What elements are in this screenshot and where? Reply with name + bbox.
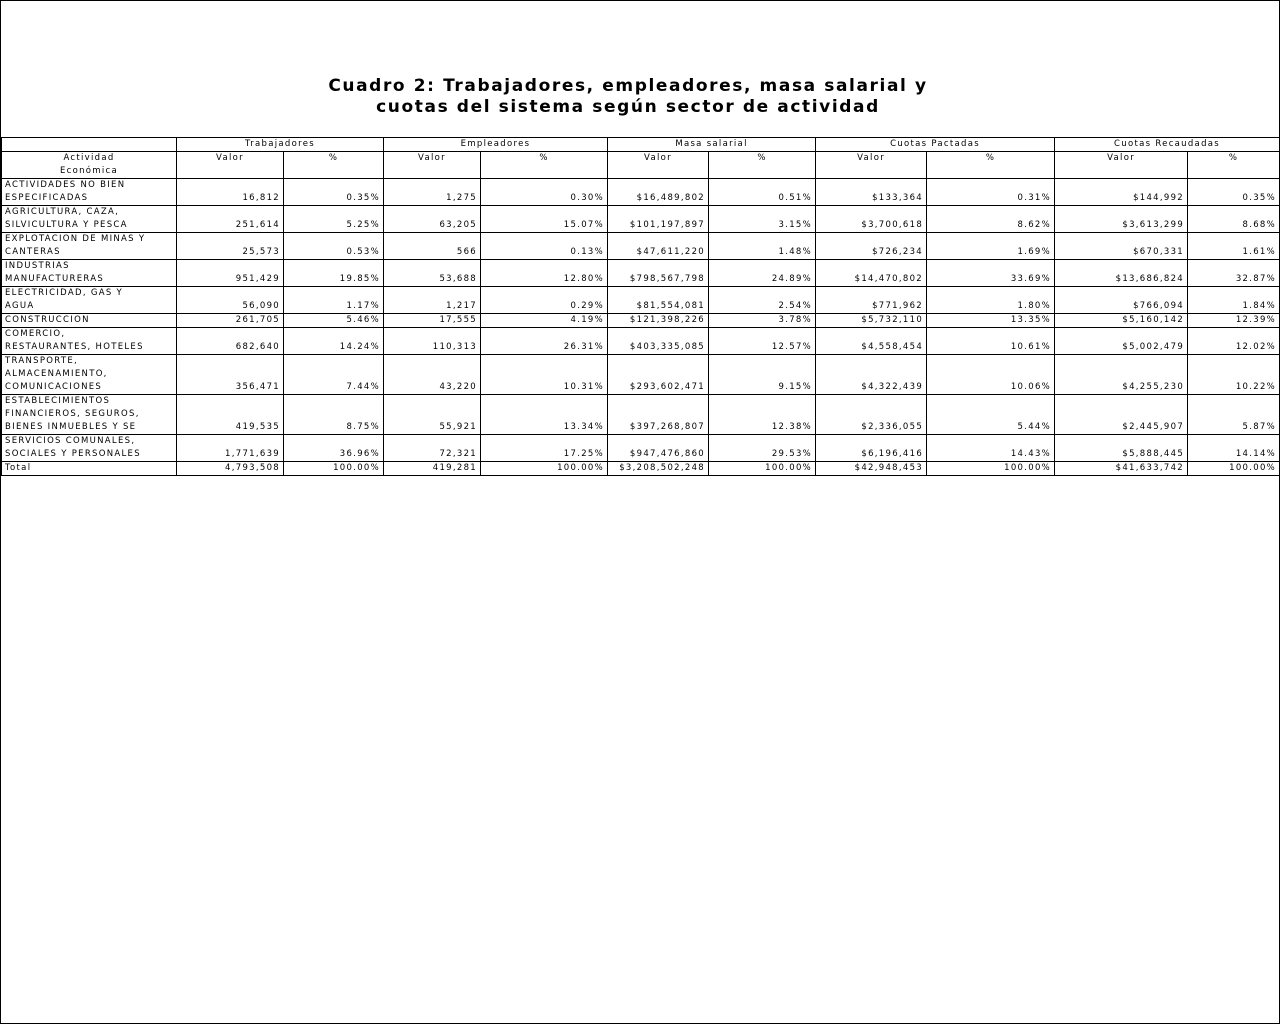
- activity-label-cell: [2, 355, 177, 395]
- value-cell: $2,336,055: [816, 395, 927, 435]
- percent-cell: 12.02%: [1188, 328, 1280, 355]
- percent-cell: 10.22%: [1188, 355, 1280, 395]
- value-cell: 951,429: [177, 260, 284, 287]
- percent-cell: 12.38%: [709, 395, 816, 435]
- percent-cell: 13.34%: [481, 395, 608, 435]
- activity-label-line: MANUFACTURERAS: [5, 274, 105, 284]
- activity-label-line: ALMACENAMIENTO,: [5, 369, 108, 379]
- value-cell: 17,555: [384, 314, 481, 328]
- activity-label-cell: [2, 435, 177, 462]
- title-line-1: Cuadro 2: Trabajadores, empleadores, masa salarial y: [328, 76, 928, 96]
- total-row: [2, 462, 1280, 476]
- value-cell: $4,255,230: [1055, 355, 1188, 395]
- percent-cell: 1.61%: [1188, 233, 1280, 260]
- percent-cell: 5.25%: [284, 206, 384, 233]
- value-cell: 4,793,508: [177, 462, 284, 476]
- value-cell: $14,470,802: [816, 260, 927, 287]
- group-header-cuotas-recaudadas: Cuotas Recaudadas: [1055, 138, 1280, 152]
- percent-cell: 14.43%: [927, 435, 1055, 462]
- activity-label-cell: [2, 233, 177, 260]
- value-cell: $2,445,907: [1055, 395, 1188, 435]
- data-table: [1, 137, 1280, 476]
- percent-cell: 2.54%: [709, 287, 816, 314]
- table-row: [2, 395, 1280, 435]
- activity-label-line: AGRICULTURA, CAZA,: [5, 207, 120, 217]
- value-cell: $41,633,742: [1055, 462, 1188, 476]
- percent-cell: 0.30%: [481, 179, 608, 206]
- table-row: [2, 435, 1280, 462]
- activity-label-cell: [2, 260, 177, 287]
- activity-label-line: CONSTRUCCION: [5, 315, 90, 325]
- percent-cell: 12.80%: [481, 260, 608, 287]
- percent-cell: 0.35%: [284, 179, 384, 206]
- activity-label-line: BIENES INMUEBLES Y SE: [5, 422, 137, 432]
- table-row: [2, 355, 1280, 395]
- table-row: [2, 233, 1280, 260]
- value-cell: 419,535: [177, 395, 284, 435]
- activity-label-line: CANTERAS: [5, 247, 61, 257]
- value-cell: $670,331: [1055, 233, 1188, 260]
- blank-header-cell: [2, 138, 177, 152]
- percent-cell: 8.62%: [927, 206, 1055, 233]
- value-cell: $101,197,897: [608, 206, 709, 233]
- percent-cell: 4.19%: [481, 314, 608, 328]
- activity-label-line: ELECTRICIDAD, GAS Y: [5, 288, 124, 298]
- percent-cell: 1.48%: [709, 233, 816, 260]
- value-cell: $13,686,824: [1055, 260, 1188, 287]
- subheader-valor: Valor: [608, 152, 709, 179]
- percent-cell: 5.46%: [284, 314, 384, 328]
- subheader-percent: %: [1188, 152, 1280, 179]
- activity-label-cell: [2, 179, 177, 206]
- percent-cell: 5.44%: [927, 395, 1055, 435]
- percent-cell: 10.06%: [927, 355, 1055, 395]
- value-cell: 1,275: [384, 179, 481, 206]
- activity-label-line: RESTAURANTES, HOTELES: [5, 342, 144, 352]
- percent-cell: 0.51%: [709, 179, 816, 206]
- value-cell: 25,573: [177, 233, 284, 260]
- value-cell: 72,321: [384, 435, 481, 462]
- percent-cell: 1.17%: [284, 287, 384, 314]
- activity-label-line: SERVICIOS COMUNALES,: [5, 436, 136, 446]
- percent-cell: 0.29%: [481, 287, 608, 314]
- value-cell: $5,160,142: [1055, 314, 1188, 328]
- percent-cell: 100.00%: [481, 462, 608, 476]
- value-cell: $726,234: [816, 233, 927, 260]
- percent-cell: 0.13%: [481, 233, 608, 260]
- percent-cell: 0.31%: [927, 179, 1055, 206]
- group-header-trabajadores: Trabajadores: [177, 138, 384, 152]
- value-cell: $81,554,081: [608, 287, 709, 314]
- table-row: [2, 328, 1280, 355]
- row-header-line-1: Actividad: [63, 153, 115, 163]
- percent-cell: 33.69%: [927, 260, 1055, 287]
- table-row: [2, 287, 1280, 314]
- percent-cell: 1.84%: [1188, 287, 1280, 314]
- activity-label-cell: [2, 395, 177, 435]
- value-cell: $798,567,798: [608, 260, 709, 287]
- percent-cell: 17.25%: [481, 435, 608, 462]
- value-cell: $6,196,416: [816, 435, 927, 462]
- percent-cell: 100.00%: [284, 462, 384, 476]
- percent-cell: 10.61%: [927, 328, 1055, 355]
- percent-cell: 7.44%: [284, 355, 384, 395]
- group-header-empleadores: Empleadores: [384, 138, 608, 152]
- percent-cell: 100.00%: [927, 462, 1055, 476]
- value-cell: 110,313: [384, 328, 481, 355]
- value-cell: 261,705: [177, 314, 284, 328]
- value-cell: 53,688: [384, 260, 481, 287]
- subheader-valor: Valor: [816, 152, 927, 179]
- value-cell: 43,220: [384, 355, 481, 395]
- activity-label-cell: [2, 287, 177, 314]
- row-header-actividad: [2, 152, 177, 179]
- title-line-2: cuotas del sistema según sector de actividad: [376, 97, 880, 117]
- percent-cell: 100.00%: [1188, 462, 1280, 476]
- percent-cell: 36.96%: [284, 435, 384, 462]
- percent-cell: 8.75%: [284, 395, 384, 435]
- value-cell: $397,268,807: [608, 395, 709, 435]
- activity-label-line: COMUNICACIONES: [5, 382, 103, 392]
- subheader-percent: %: [709, 152, 816, 179]
- activity-label-line: ACTIVIDADES NO BIEN: [5, 180, 126, 190]
- subheader-percent: %: [284, 152, 384, 179]
- value-cell: $293,602,471: [608, 355, 709, 395]
- value-cell: 55,921: [384, 395, 481, 435]
- value-cell: $42,948,453: [816, 462, 927, 476]
- activity-label-line: AGUA: [5, 301, 35, 311]
- percent-cell: 26.31%: [481, 328, 608, 355]
- percent-cell: 8.68%: [1188, 206, 1280, 233]
- percent-cell: 1.80%: [927, 287, 1055, 314]
- percent-cell: 12.39%: [1188, 314, 1280, 328]
- value-cell: $947,476,860: [608, 435, 709, 462]
- activity-label-cell: [2, 206, 177, 233]
- percent-cell: 29.53%: [709, 435, 816, 462]
- percent-cell: 32.87%: [1188, 260, 1280, 287]
- percent-cell: 24.89%: [709, 260, 816, 287]
- value-cell: $771,962: [816, 287, 927, 314]
- activity-label-cell: [2, 462, 177, 476]
- value-cell: 63,205: [384, 206, 481, 233]
- value-cell: 682,640: [177, 328, 284, 355]
- percent-cell: 100.00%: [709, 462, 816, 476]
- percent-cell: 3.15%: [709, 206, 816, 233]
- group-header-masa-salarial: Masa salarial: [608, 138, 816, 152]
- percent-cell: 9.15%: [709, 355, 816, 395]
- group-header-cuotas-pactadas: Cuotas Pactadas: [816, 138, 1055, 152]
- percent-cell: 19.85%: [284, 260, 384, 287]
- percent-cell: 0.35%: [1188, 179, 1280, 206]
- percent-cell: 12.57%: [709, 328, 816, 355]
- subheader-percent: %: [927, 152, 1055, 179]
- value-cell: $3,700,618: [816, 206, 927, 233]
- value-cell: $3,208,502,248: [608, 462, 709, 476]
- group-header-row: [2, 138, 1280, 152]
- value-cell: $766,094: [1055, 287, 1188, 314]
- value-cell: 251,614: [177, 206, 284, 233]
- value-cell: $4,558,454: [816, 328, 927, 355]
- activity-label-cell: [2, 314, 177, 328]
- activity-label-line: Total: [5, 463, 32, 473]
- value-cell: $144,992: [1055, 179, 1188, 206]
- subheader-valor: Valor: [1055, 152, 1188, 179]
- value-cell: 1,771,639: [177, 435, 284, 462]
- percent-cell: 10.31%: [481, 355, 608, 395]
- value-cell: $403,335,085: [608, 328, 709, 355]
- percent-cell: 5.87%: [1188, 395, 1280, 435]
- percent-cell: 15.07%: [481, 206, 608, 233]
- activity-label-cell: [2, 328, 177, 355]
- subheader-percent: %: [481, 152, 608, 179]
- value-cell: 356,471: [177, 355, 284, 395]
- activity-label-line: ESTABLECIMIENTOS: [5, 396, 111, 406]
- value-cell: $121,398,226: [608, 314, 709, 328]
- percent-cell: 13.35%: [927, 314, 1055, 328]
- table-row: [2, 206, 1280, 233]
- subheader-valor: Valor: [177, 152, 284, 179]
- value-cell: $5,888,445: [1055, 435, 1188, 462]
- percent-cell: 14.24%: [284, 328, 384, 355]
- activity-label-line: EXPLOTACION DE MINAS Y: [5, 234, 146, 244]
- sub-header-row: [2, 152, 1280, 179]
- value-cell: 56,090: [177, 287, 284, 314]
- activity-label-line: INDUSTRIAS: [5, 261, 70, 271]
- page-title: [0, 76, 1256, 118]
- value-cell: $5,732,110: [816, 314, 927, 328]
- percent-cell: 14.14%: [1188, 435, 1280, 462]
- value-cell: $5,002,479: [1055, 328, 1188, 355]
- value-cell: 419,281: [384, 462, 481, 476]
- activity-label-line: ESPECIFICADAS: [5, 193, 89, 203]
- percent-cell: 1.69%: [927, 233, 1055, 260]
- value-cell: $133,364: [816, 179, 927, 206]
- row-header-line-2: Económica: [59, 166, 119, 176]
- value-cell: $3,613,299: [1055, 206, 1188, 233]
- table-row: [2, 260, 1280, 287]
- value-cell: 566: [384, 233, 481, 260]
- table-row: [2, 179, 1280, 206]
- activity-label-line: SOCIALES Y PERSONALES: [5, 449, 141, 459]
- percent-cell: 0.53%: [284, 233, 384, 260]
- activity-label-line: FINANCIEROS, SEGUROS,: [5, 409, 140, 419]
- activity-label-line: COMERCIO,: [5, 329, 66, 339]
- value-cell: $16,489,802: [608, 179, 709, 206]
- table-row: [2, 314, 1280, 328]
- value-cell: $47,611,220: [608, 233, 709, 260]
- value-cell: 1,217: [384, 287, 481, 314]
- percent-cell: 3.78%: [709, 314, 816, 328]
- subheader-valor: Valor: [384, 152, 481, 179]
- value-cell: $4,322,439: [816, 355, 927, 395]
- activity-label-line: SILVICULTURA Y PESCA: [5, 220, 128, 230]
- value-cell: 16,812: [177, 179, 284, 206]
- activity-label-line: TRANSPORTE,: [5, 356, 78, 366]
